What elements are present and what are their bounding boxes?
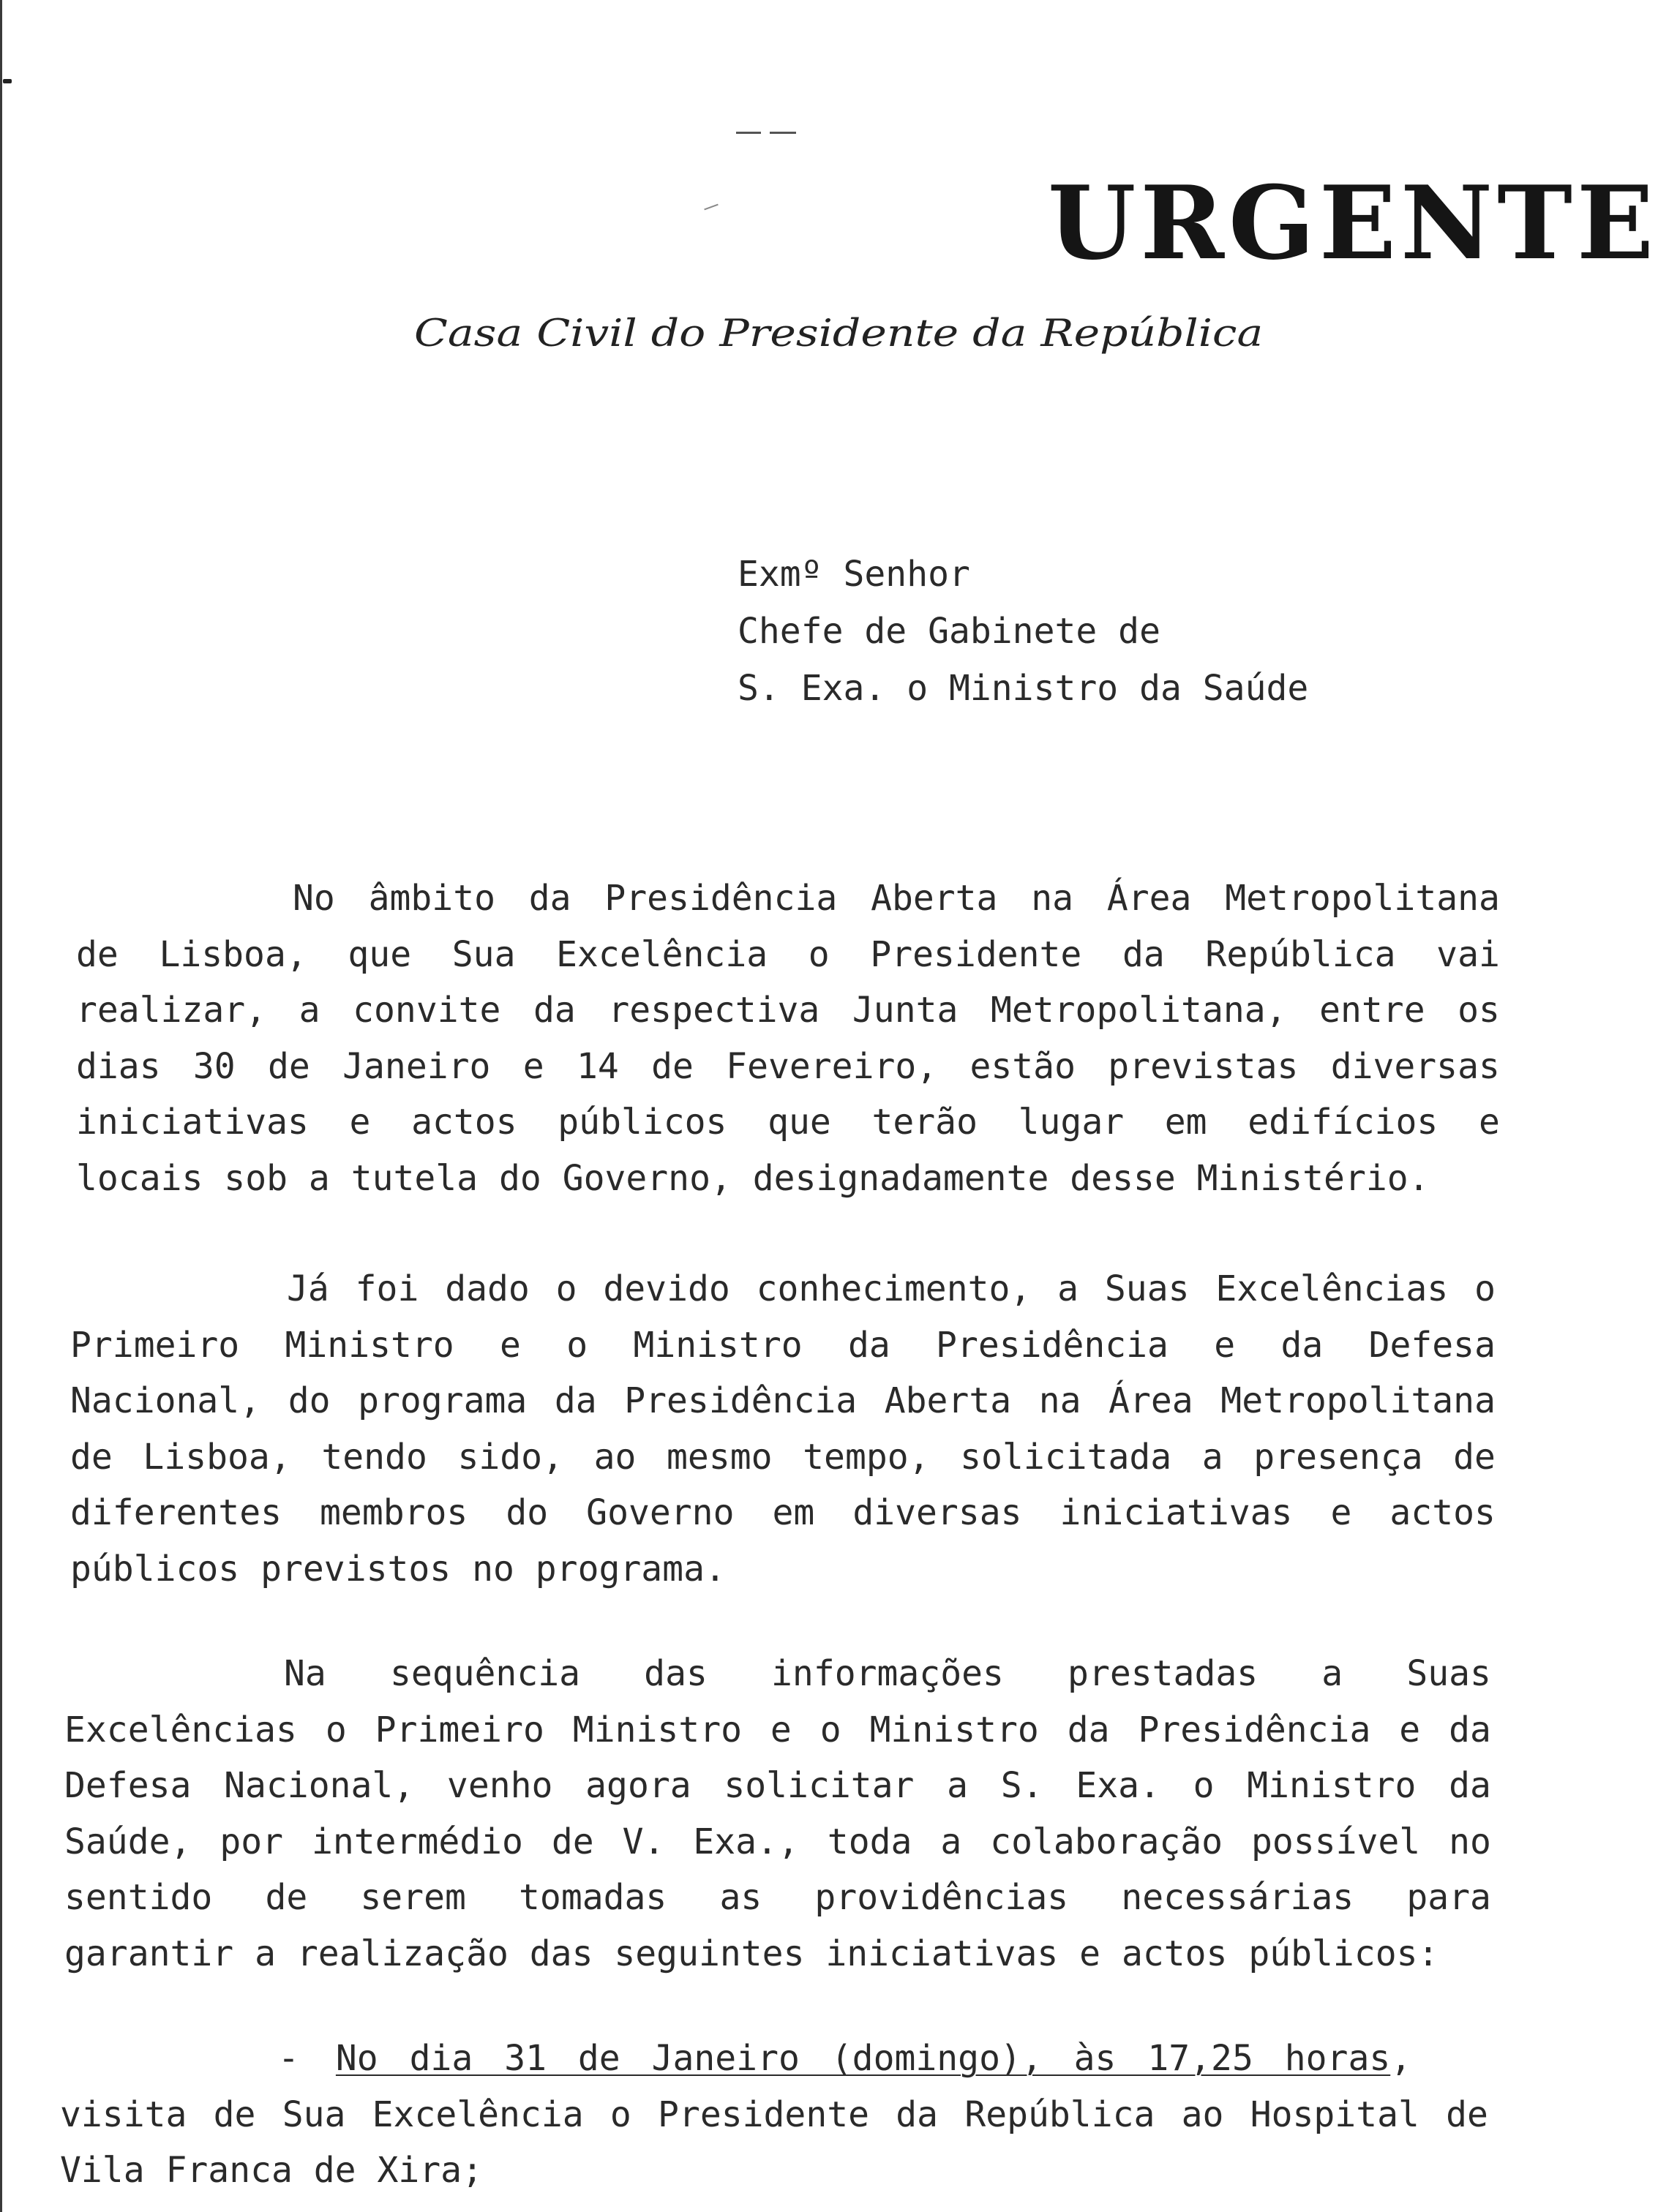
word: programa.	[535, 1548, 726, 1590]
word: a	[299, 990, 320, 1031]
word: tempo,	[803, 1436, 930, 1478]
word: Ministro	[285, 1324, 454, 1366]
word: do	[498, 1157, 563, 1199]
word: públicos:	[1248, 1933, 1439, 1974]
word: Defesa	[64, 1765, 192, 1806]
scan-edge-mark	[3, 79, 12, 83]
word: Sua	[451, 933, 516, 975]
word: o	[1474, 1268, 1496, 1309]
word: o	[808, 933, 830, 975]
word: Lisboa,	[159, 933, 307, 975]
paragraph-line	[76, 870, 1500, 927]
word: realização	[296, 1933, 530, 1974]
word: 14	[576, 1045, 619, 1087]
list-item	[60, 2031, 1488, 2199]
word: Nacional,	[224, 1765, 415, 1806]
word: tomadas	[519, 1877, 667, 1918]
word: presença	[1253, 1436, 1423, 1478]
addressee-block	[738, 546, 1308, 717]
word: venho	[446, 1765, 553, 1806]
word: Excelência	[372, 2094, 584, 2135]
word: mesmo	[667, 1436, 773, 1478]
word: Saúde,	[64, 1821, 192, 1862]
word: Janeiro	[342, 1045, 491, 1087]
word: previstas	[1108, 1045, 1299, 1087]
word: Já	[287, 1268, 329, 1309]
paragraph-line	[70, 1541, 1496, 1598]
word: Sua	[282, 2094, 346, 2135]
word: as	[719, 1877, 762, 1918]
word: âmbito	[368, 878, 495, 919]
word: a	[255, 1933, 297, 1974]
word: Suas	[1104, 1268, 1190, 1309]
word: Na	[284, 1653, 326, 1694]
word: desse	[1070, 1157, 1197, 1199]
word: agora	[585, 1765, 691, 1806]
word: toda	[827, 1821, 912, 1862]
word: providências	[814, 1877, 1069, 1918]
word: no	[1449, 1821, 1491, 1862]
word: lugar	[1018, 1102, 1125, 1143]
paragraph-line	[70, 1373, 1496, 1429]
word: e	[1330, 1492, 1352, 1533]
word: e	[1478, 1102, 1500, 1143]
word: serem	[360, 1877, 466, 1918]
word: por	[220, 1821, 284, 1862]
word: V.	[622, 1821, 665, 1862]
word: solicitar	[724, 1765, 915, 1806]
word: informações	[771, 1653, 1004, 1694]
addressee-line: Chefe de Gabinete de	[738, 611, 1160, 652]
list-item-comma: ,	[1390, 2038, 1412, 2079]
word: e	[522, 1045, 544, 1087]
word: realizar,	[76, 990, 267, 1031]
word: da	[554, 1380, 597, 1421]
paragraph-line	[70, 1485, 1496, 1541]
paragraph-line	[70, 1429, 1496, 1486]
word: do	[288, 1380, 331, 1421]
indent-space	[64, 1646, 284, 1702]
paragraph-line	[76, 1151, 1500, 1207]
word: sentido	[64, 1877, 213, 1918]
word: dias	[76, 1045, 161, 1087]
word: a	[940, 1821, 962, 1862]
word: da	[1449, 1709, 1491, 1750]
word: colaboração	[990, 1821, 1223, 1862]
word: Aberta	[884, 1380, 1012, 1421]
word: actos	[411, 1102, 517, 1143]
word: visita	[60, 2094, 187, 2135]
word: de	[551, 1821, 594, 1862]
paragraph-line	[64, 1814, 1491, 1870]
indent-space	[76, 870, 293, 927]
word: das	[529, 1933, 615, 1974]
paragraph-3	[64, 1646, 1491, 1982]
word: 30	[192, 1045, 236, 1087]
word: iniciativas	[76, 1102, 309, 1143]
word: em	[772, 1492, 815, 1533]
word: Presidência	[624, 1380, 858, 1421]
word: e	[1079, 1933, 1122, 1974]
word: seguintes	[614, 1933, 826, 1974]
addressee-line: Exmº Senhor	[738, 554, 970, 595]
word: Defesa	[1368, 1324, 1496, 1366]
word: da	[533, 990, 576, 1031]
word: Metropolitana	[1220, 1380, 1496, 1421]
word: No	[293, 878, 335, 919]
word: conhecimento,	[756, 1268, 1032, 1309]
word: para	[1406, 1877, 1491, 1918]
paragraph-line-words	[284, 1646, 1491, 1702]
word: diversas	[852, 1492, 1022, 1533]
word: Presidência	[604, 878, 838, 919]
paragraph-line	[64, 1926, 1491, 1982]
word: Ministro	[633, 1324, 803, 1366]
word: Governo,	[562, 1157, 753, 1199]
paragraph-line	[76, 1039, 1500, 1095]
word: intermédio	[311, 1821, 523, 1862]
word: iniciativas	[1059, 1492, 1293, 1533]
word: Excelências	[64, 1709, 297, 1750]
paragraph-line	[64, 1758, 1491, 1814]
word: da	[1122, 933, 1165, 975]
word: respectiva	[608, 990, 820, 1031]
scan-tick-mark	[704, 204, 718, 211]
word: a	[1201, 1436, 1223, 1478]
paragraph-1	[76, 870, 1500, 1206]
word: S.	[1000, 1765, 1043, 1806]
word: de	[651, 1045, 694, 1087]
word: de	[1453, 1436, 1496, 1478]
word: que	[768, 1102, 831, 1143]
word: e	[1214, 1324, 1236, 1366]
word: no	[472, 1548, 536, 1590]
paragraph-line	[64, 1702, 1491, 1758]
word: República	[964, 2094, 1155, 2135]
word: do	[506, 1492, 549, 1533]
word: de	[76, 933, 119, 975]
word: e	[349, 1102, 371, 1143]
word: Lisboa,	[143, 1436, 291, 1478]
word: Primeiro	[375, 1709, 544, 1750]
word: Governo	[586, 1492, 735, 1533]
word: da	[1449, 1765, 1491, 1806]
word: República	[1205, 933, 1396, 975]
word: Presidência	[936, 1324, 1169, 1366]
word: sido,	[457, 1436, 563, 1478]
paragraph-line	[76, 927, 1500, 983]
word: Suas	[1406, 1653, 1491, 1694]
indent-space	[70, 1261, 287, 1317]
paragraph-line	[64, 1870, 1491, 1926]
word: os	[1458, 990, 1500, 1031]
word: terão	[871, 1102, 978, 1143]
word: o	[555, 1268, 577, 1309]
word: de	[268, 1045, 310, 1087]
word: Presidente	[658, 2094, 870, 2135]
word: e	[500, 1324, 521, 1366]
word: da	[847, 1324, 890, 1366]
word: sequência	[389, 1653, 581, 1694]
word: das	[644, 1653, 708, 1694]
word: possível	[1251, 1821, 1421, 1862]
word: de	[70, 1436, 113, 1478]
word: em	[1164, 1102, 1207, 1143]
paragraph-line-words	[287, 1261, 1496, 1317]
word: o	[609, 2094, 631, 2135]
word: a	[1321, 1653, 1343, 1694]
word: na	[1031, 878, 1074, 919]
word: programa	[358, 1380, 528, 1421]
word: públicos	[70, 1548, 261, 1590]
paragraph-line	[76, 982, 1500, 1039]
word: na	[1038, 1380, 1081, 1421]
word: prestadas	[1068, 1653, 1258, 1694]
word: foi	[355, 1268, 419, 1309]
word: devido	[603, 1268, 730, 1309]
word: Área	[1106, 878, 1192, 919]
urgent-stamp: URGENTE	[1048, 163, 1658, 282]
word: designadamente	[752, 1157, 1070, 1199]
word: Ministério.	[1196, 1157, 1430, 1199]
word: Ministro	[869, 1709, 1039, 1750]
word: Excelência	[556, 933, 768, 975]
word: Hospital	[1250, 2094, 1419, 2135]
word: públicos	[558, 1102, 727, 1143]
word: que	[348, 933, 412, 975]
word: a	[308, 1157, 351, 1199]
scan-dash-mark	[736, 132, 796, 134]
addressee-line: S. Exa. o Ministro da Saúde	[738, 668, 1309, 709]
letterhead: Casa Civil do Presidente da República	[414, 312, 1264, 356]
word: ao	[1181, 2094, 1224, 2135]
word: locais	[76, 1157, 225, 1199]
word: diversas	[1330, 1045, 1500, 1087]
word: iniciativas	[825, 1933, 1080, 1974]
word: membros	[320, 1492, 468, 1533]
paragraph-line	[70, 1317, 1496, 1374]
word: Excelências	[1215, 1268, 1449, 1309]
word: da	[896, 2094, 939, 2135]
word: necessárias	[1121, 1877, 1354, 1918]
list-item-line: Vila Franca de Xira;	[60, 2150, 483, 2191]
word: de	[265, 1877, 308, 1918]
word: Área	[1109, 1380, 1193, 1421]
word: entre	[1319, 990, 1425, 1031]
word: solicitada	[960, 1436, 1172, 1478]
word: actos	[1121, 1933, 1249, 1974]
word: ao	[593, 1436, 637, 1478]
word: convite	[353, 990, 501, 1031]
word: Presidência	[1138, 1709, 1371, 1750]
word: Ministro	[1247, 1765, 1417, 1806]
word: o	[566, 1324, 588, 1366]
word: Aberta	[871, 878, 998, 919]
list-item-line	[60, 2087, 1488, 2143]
word: e	[770, 1709, 792, 1750]
word: Fevereiro,	[726, 1045, 938, 1087]
list-bullet: -	[278, 2038, 299, 2079]
word: Exa.	[1076, 1765, 1160, 1806]
word: sob	[224, 1157, 309, 1199]
paragraph-line	[64, 1646, 1491, 1702]
word: vai	[1436, 933, 1500, 975]
word: Metropolitana,	[990, 990, 1287, 1031]
word: edifícios	[1248, 1102, 1438, 1143]
word: o	[1193, 1765, 1215, 1806]
word: estão	[969, 1045, 1076, 1087]
word: Ministro	[572, 1709, 742, 1750]
word: a	[947, 1765, 969, 1806]
word: e	[1399, 1709, 1421, 1750]
word: Junta	[852, 990, 959, 1031]
word: Metropolitana	[1225, 878, 1500, 919]
word: Primeiro	[70, 1324, 240, 1366]
scan-edge-line	[0, 0, 2, 2212]
word: tutela	[350, 1157, 499, 1199]
paragraph-2	[70, 1261, 1496, 1597]
word: garantir	[64, 1933, 255, 1974]
word: o	[325, 1709, 347, 1750]
list-item-first-line	[60, 2031, 1488, 2087]
word: de	[1446, 2094, 1488, 2135]
word: Exa.,	[693, 1821, 799, 1862]
word: da	[1067, 1709, 1110, 1750]
word: tendo	[321, 1436, 427, 1478]
list-item-date: No dia 31 de Janeiro (domingo), às 17,25 horas	[335, 2038, 1391, 2079]
word: o	[819, 1709, 841, 1750]
word: da	[528, 878, 571, 919]
word: de	[213, 2094, 256, 2135]
word: Nacional,	[70, 1380, 261, 1421]
word: actos	[1389, 1492, 1496, 1533]
word: dado	[445, 1268, 530, 1309]
word: Presidente	[870, 933, 1082, 975]
paragraph-line	[70, 1261, 1496, 1317]
paragraph-line	[76, 1094, 1500, 1151]
word: da	[1280, 1324, 1324, 1366]
word: diferentes	[70, 1492, 282, 1533]
paragraph-line-words	[293, 870, 1500, 927]
word: a	[1057, 1268, 1079, 1309]
word: previstos	[260, 1548, 473, 1590]
